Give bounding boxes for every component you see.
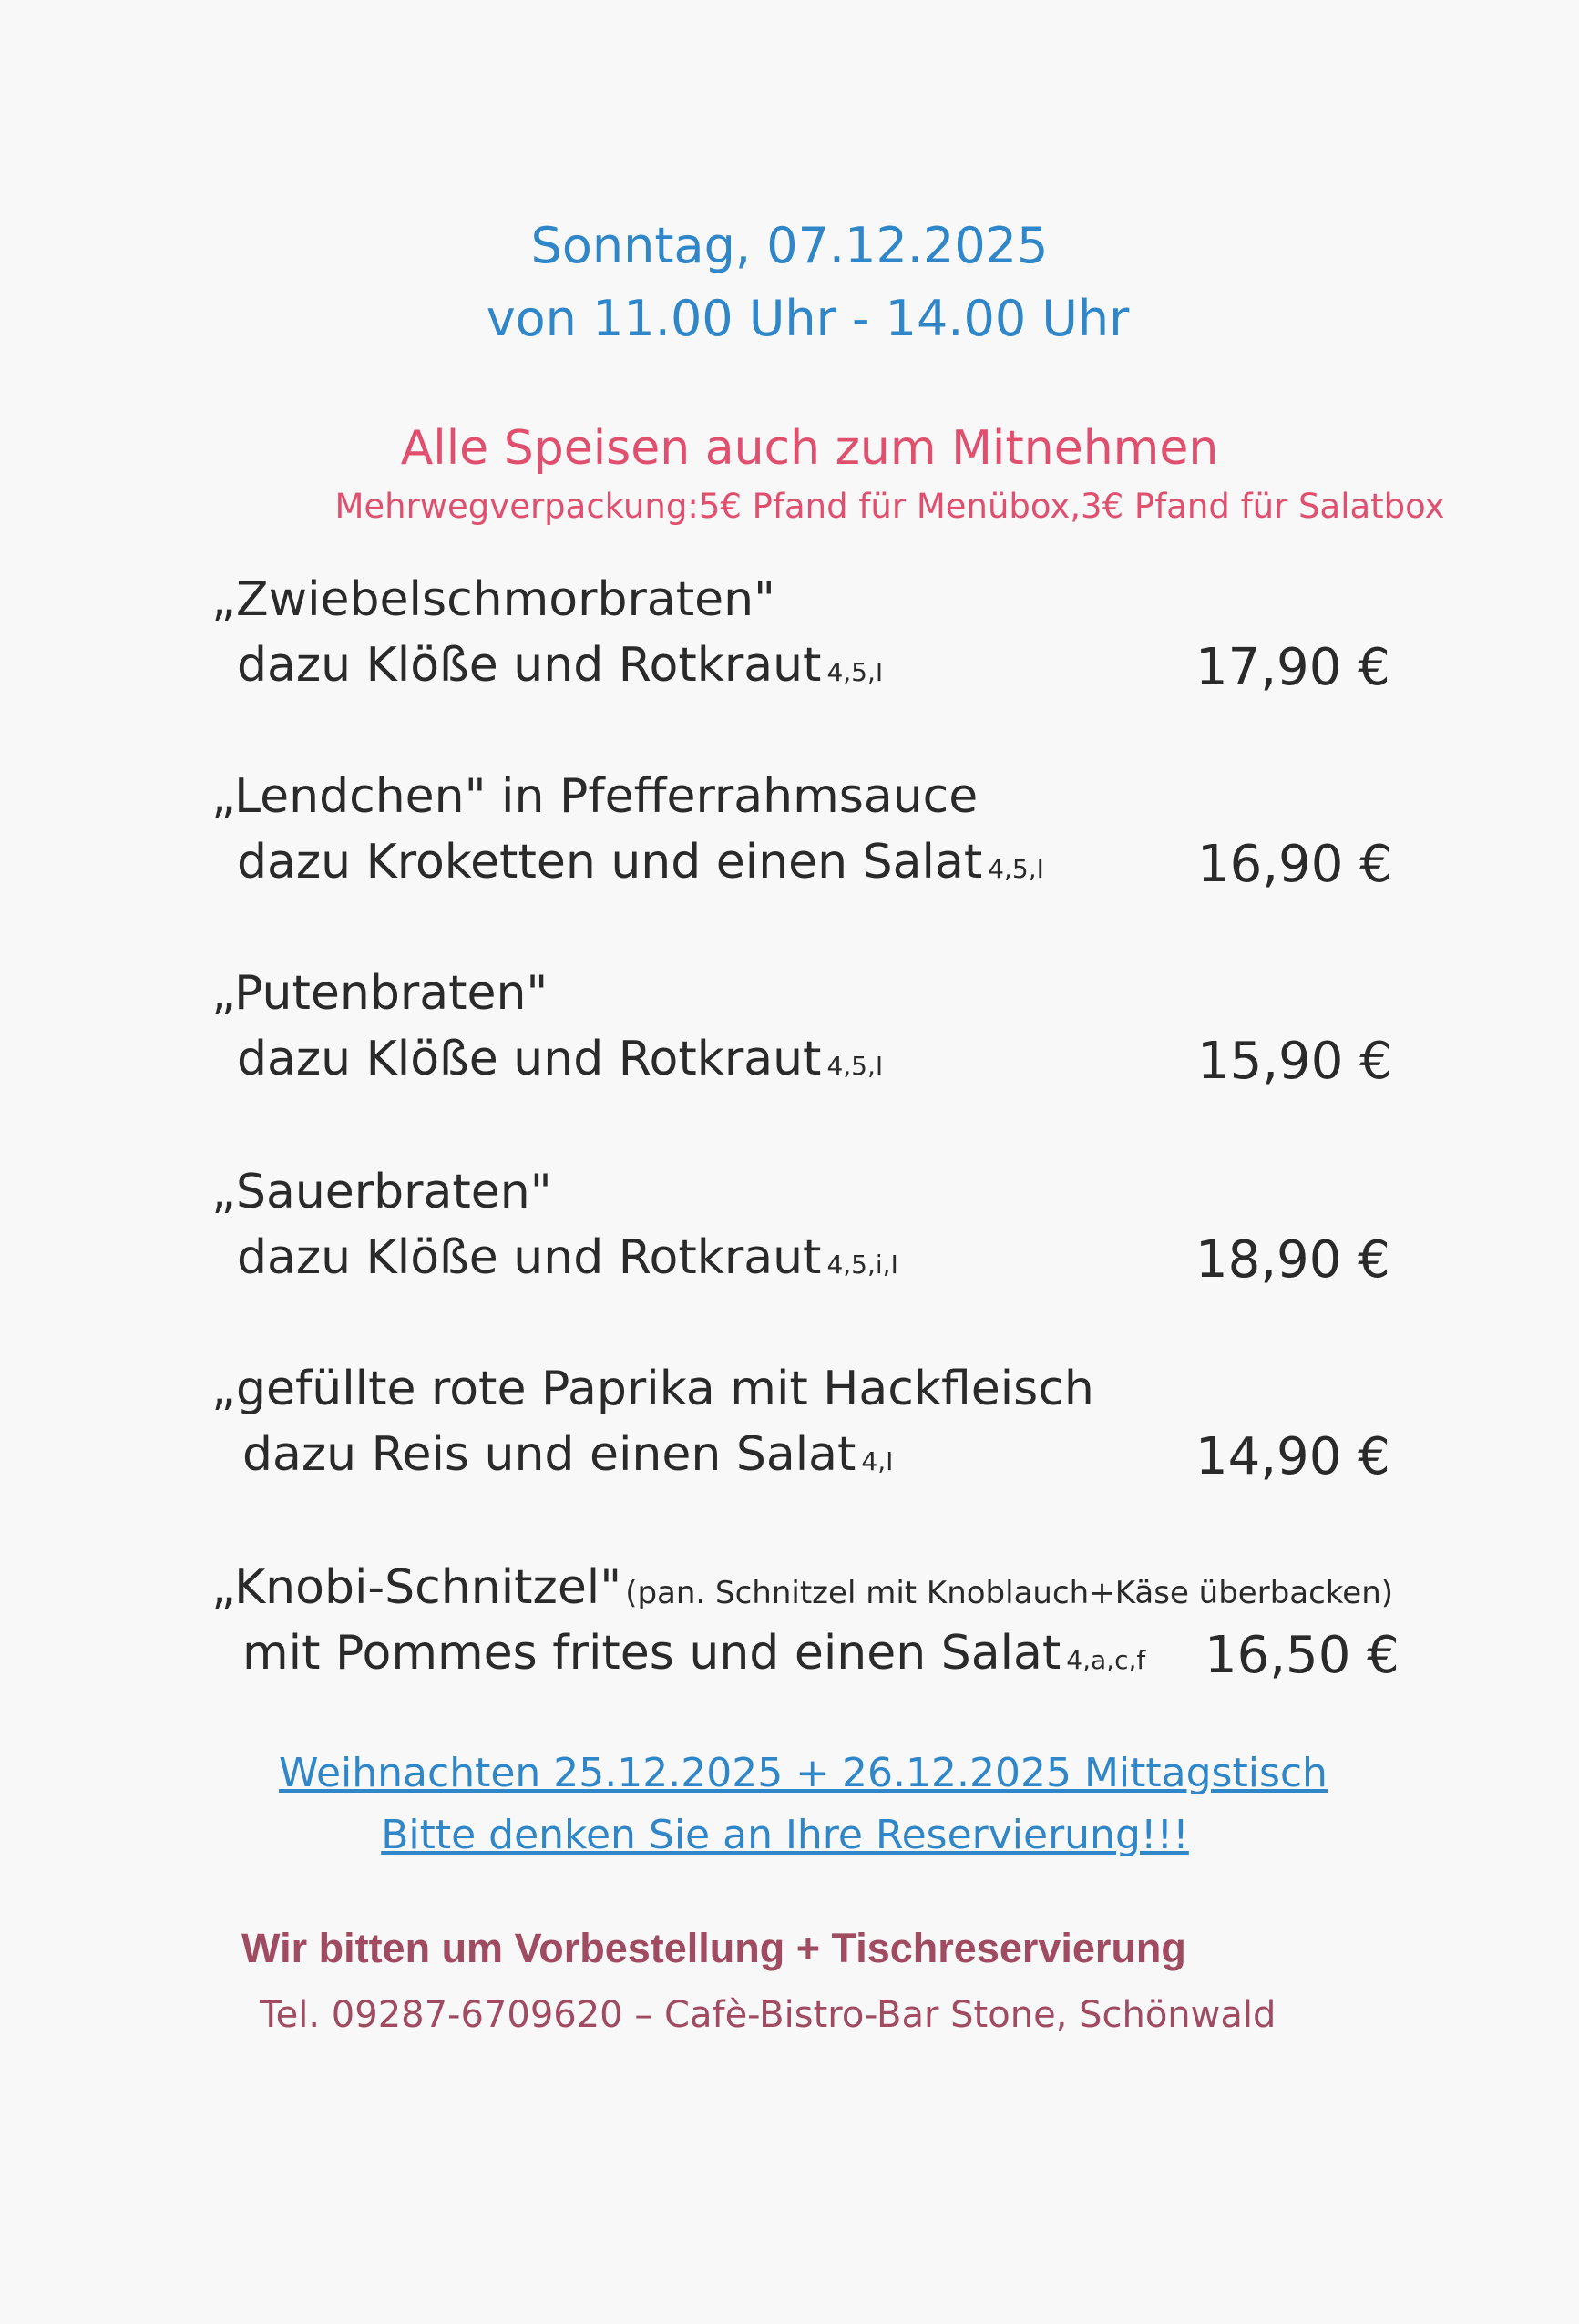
takeaway-note: Alle Speisen auch zum Mitnehmen	[400, 421, 1219, 476]
dish-side: dazu Klöße und Rotkraut 4,5,I	[237, 638, 884, 693]
allergen-codes: 4,a,c,f	[1066, 1645, 1146, 1675]
dish-side: dazu Klöße und Rotkraut 4,5,i,I	[237, 1230, 898, 1285]
allergen-codes: 4,5,i,I	[826, 1249, 898, 1280]
dish-name: „Sauerbraten"	[211, 1165, 552, 1219]
dish-name: „gefüllte rote Paprika mit Hackfleisch	[211, 1362, 1094, 1416]
dish-side: mit Pommes frites und einen Salat 4,a,c,f	[242, 1626, 1146, 1681]
dish-price: 18,90 €	[1195, 1230, 1390, 1290]
contact-line: Tel. 09287-6709620 – Cafè-Bistro-Bar Stone, Schönwald	[260, 1994, 1277, 2036]
deposit-note: Mehrwegverpackung:5€ Pfand für Menübox,3€ Pfand für Salatbox	[334, 487, 1445, 526]
dish-side: dazu Reis und einen Salat 4,I	[242, 1427, 894, 1482]
dish-name: „Zwiebelschmorbraten"	[211, 572, 775, 627]
dish-name: „Lendchen" in Pfefferrahmsauce	[211, 769, 979, 824]
dish-side: dazu Klöße und Rotkraut 4,5,I	[237, 1032, 884, 1086]
christmas-notice: Weihnachten 25.12.2025 + 26.12.2025 Mittagstisch	[279, 1750, 1328, 1796]
dish-name: „Knobi-Schnitzel" (pan. Schnitzel mit Knoblauch+Käse überbacken)	[211, 1560, 1394, 1615]
event-time: von 11.00 Uhr - 14.00 Uhr	[486, 290, 1130, 347]
dish-price: 14,90 €	[1195, 1427, 1390, 1486]
dish-side: dazu Kroketten und einen Salat 4,5,I	[237, 835, 1044, 889]
reservation-reminder: Bitte denken Sie an Ihre Reservierung!!!	[381, 1812, 1189, 1858]
dish-note: (pan. Schnitzel mit Knoblauch+Käse überbacken)	[625, 1575, 1394, 1611]
dish-name: „Putenbraten"	[211, 966, 549, 1021]
allergen-codes: 4,5,I	[826, 1051, 884, 1081]
dish-price: 15,90 €	[1197, 1032, 1392, 1091]
reservation-request: Wir bitten um Vorbestellung + Tischreservierung	[241, 1925, 1186, 1971]
allergen-codes: 4,5,I	[826, 657, 884, 687]
event-date: Sonntag, 07.12.2025	[530, 217, 1049, 274]
dish-price: 16,90 €	[1197, 835, 1392, 894]
allergen-codes: 4,I	[861, 1446, 894, 1476]
allergen-codes: 4,5,I	[988, 854, 1044, 884]
dish-price: 16,50 €	[1205, 1626, 1400, 1685]
dish-price: 17,90 €	[1195, 638, 1390, 697]
